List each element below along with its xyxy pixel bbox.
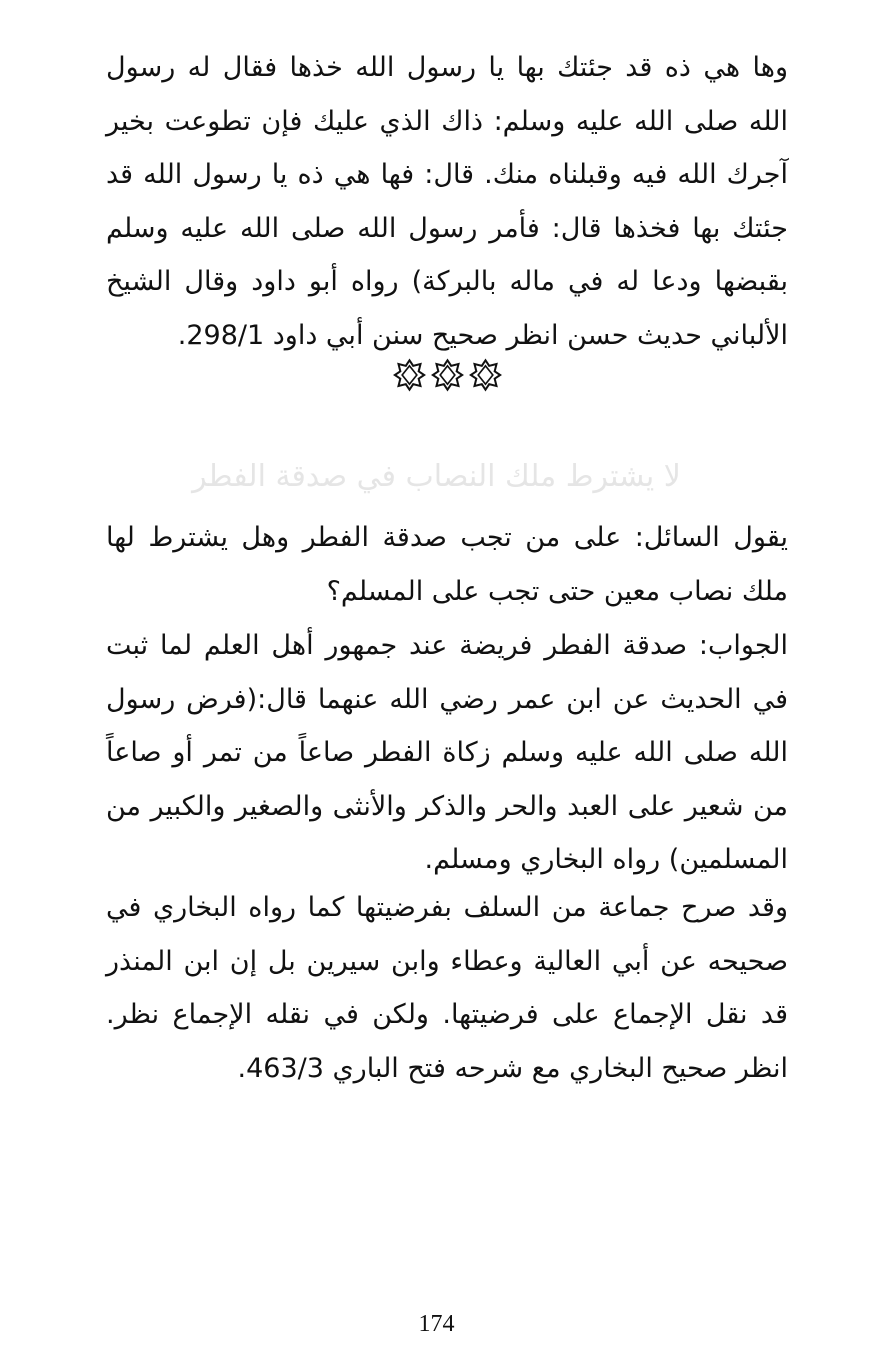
- continuation-paragraph: وقد صرح جماعة من السلف بفرضيتها كما رواه البخاري في صحيحه عن أبي العالية وعطاء وابن سيرين بل إن ابن المنذر قد نقل الإجماع على فرضيتها. ولكن في نقله الإجماع نظر. انظر صحيح البخاري مع شرحه فتح الباري 463/3.: [106, 892, 788, 1084]
- page-number: 174: [418, 1311, 455, 1337]
- section-heading: لا يشترط ملك النصاب في صدقة الفطر: [192, 459, 681, 494]
- question-paragraph: يقول السائل: على من تجب صدقة الفطر وهل يشترط لها ملك نصاب معين حتى تجب على المسلم؟: [106, 522, 788, 607]
- octagon-star-icon: [393, 357, 426, 393]
- answer-paragraph: الجواب: صدقة الفطر فريضة عند جمهور أهل العلم لما ثبت في الحديث عن ابن عمر رضي الله عنهما قال:(فرض رسول الله صلى الله عليه وسلم زكاة الفطر صاعاً من تمر أو صاعاً من شعير على العبد والحر والذكر والأنثى والصغير والكبير من المسلمين) رواه البخاري ومسلم.: [106, 630, 788, 875]
- octagon-star-icon: [469, 357, 502, 393]
- section-divider-ornament: [393, 357, 503, 397]
- paragraph-hadith-ending: وها هي ذه قد جئتك بها يا رسول الله خذها فقال له رسول الله صلى الله عليه وسلم: ذاك الذي عليك فإن تطوعت بخير آجرك الله فيه وقبلناه منك. قال: فها هي ذه يا رسول الله قد جئتك بها فخذها قال: فأمر رسول الله صلى الله عليه وسلم بقبضها ودعا له في ماله بالبركة) رواه أبو داود وقال الشيخ الألباني حديث حسن انظر صحيح سنن أبي داود 298/1.: [106, 52, 788, 351]
- octagon-star-icon: [431, 357, 464, 393]
